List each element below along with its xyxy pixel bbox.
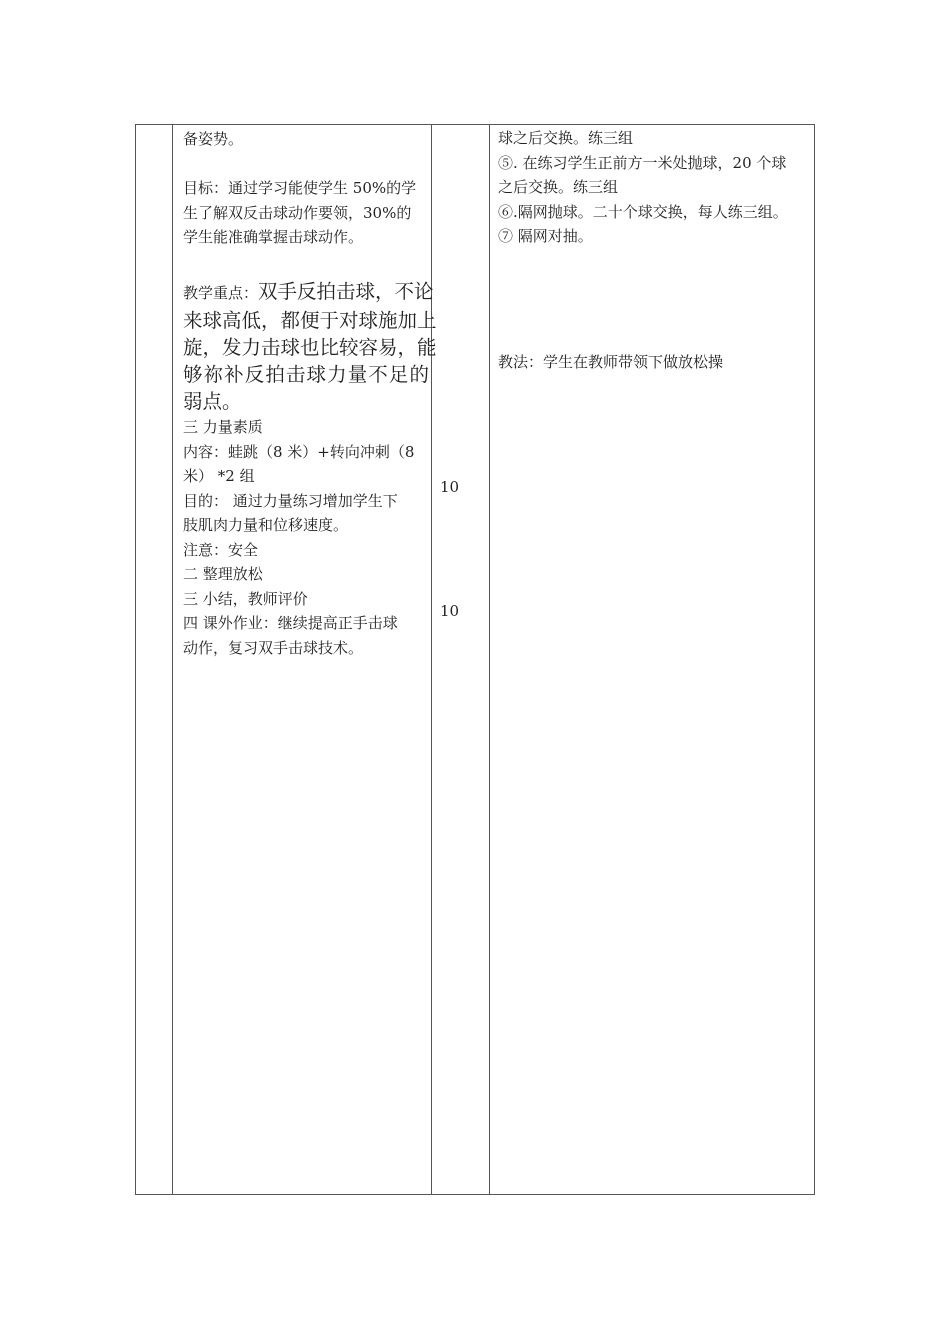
content-line: 注意：安全 xyxy=(183,540,259,559)
method-line: ⑥.隔网抛球。二十个球交换，每人练三组。 xyxy=(498,202,788,221)
key-point-line: 够祢补反拍击球力量不足的 xyxy=(183,363,429,386)
content-line: 二 整理放松 xyxy=(183,565,263,583)
content-line: 四 课外作业：继续提高正手击球 xyxy=(183,614,398,632)
content-line: 肢肌肉力量和位移速度。 xyxy=(183,516,349,534)
time-value: 10 xyxy=(440,602,460,620)
goal-line: 生了解双反击球动作要领，30%的 xyxy=(183,203,412,222)
method-line: ⑦ 隔网对抽。 xyxy=(498,227,593,245)
key-point-label: 教学重点： xyxy=(183,284,259,302)
column-divider xyxy=(172,125,173,1194)
content-line: 动作，复习双手击球技术。 xyxy=(183,638,364,657)
content-line: 米） *2 组 xyxy=(183,467,255,485)
teaching-content-cell xyxy=(183,127,437,660)
time-value: 10 xyxy=(440,478,460,496)
method-line: ⑤. 在练习学生正前方一米处抛球，20 个球 xyxy=(498,153,787,172)
key-point-line: 旋，发力击球也比较容易，能 xyxy=(183,336,437,359)
key-point-line: 双手反拍击球，不论 xyxy=(258,280,434,303)
content-line: 目的： 通过力量练习增加学生下 xyxy=(183,491,398,510)
goal-line: 目标：通过学习能使学生 50%的学 xyxy=(183,179,417,197)
key-point-line: 弱点。 xyxy=(183,390,242,413)
content-line: 三 小结，教师评价 xyxy=(183,589,308,608)
method-cell xyxy=(498,126,812,371)
content-line: 三 力量素质 xyxy=(183,418,263,436)
content-line: 备姿势。 xyxy=(183,130,244,148)
column-divider xyxy=(489,125,490,1194)
method-line: 球之后交换。练三组 xyxy=(498,129,634,147)
method-line: 之后交换。练三组 xyxy=(498,178,619,196)
lesson-plan-table xyxy=(135,124,815,1195)
goal-line: 学生能准确掌握击球动作。 xyxy=(183,228,364,246)
key-point-block xyxy=(183,278,437,415)
key-point-line: 来球高低，都便于对球施加上 xyxy=(183,309,437,332)
method-note: 教法：学生在教师带领下做放松操 xyxy=(498,353,724,371)
content-line: 内容：蛙跳（8 米）+转向冲刺（8 xyxy=(183,442,415,461)
